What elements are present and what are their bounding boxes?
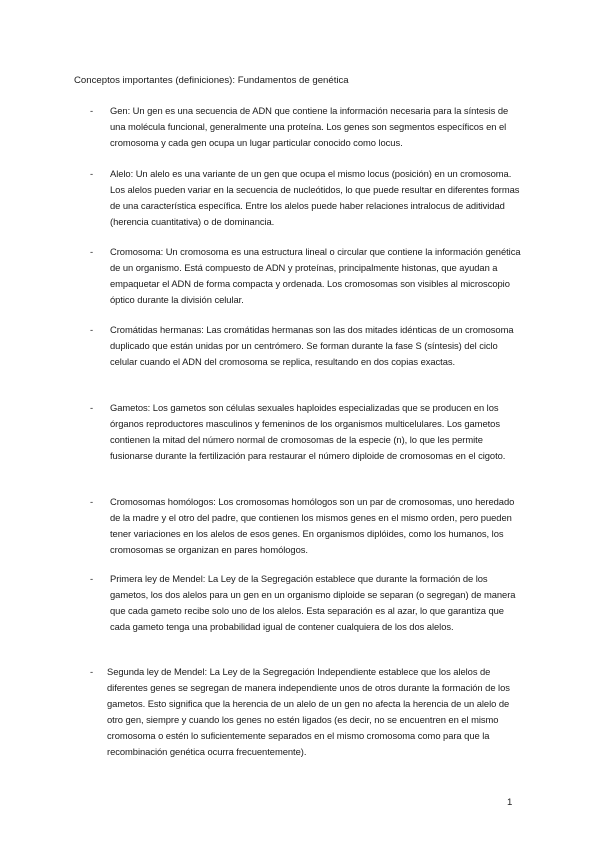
list-item-text: Gametos: Los gametos son células sexuales haploides especializadas que se producen en los órganos reproductores masculinos y femeninos de los organismos multicelulares. Los gametos contienen la mitad del número normal de cromosomas de la especie (n), lo que les permite fusionarse durante la fertilización para restaurar el número diploide de cromosomas en el cigoto. [110,402,506,461]
bullet-marker: - [90,324,94,335]
list-item-text: Cromosoma: Un cromosoma es una estructura lineal o circular que contiene la información genética de un organismo. Está compuesto de ADN y proteínas, principalmente histonas, que ayudan a empaquetar el ADN de forma compacta y ordenada. Los cromosomas son visibles al microscopio óptico durante la división celular. [110,246,521,305]
list-item [90,244,522,308]
list-item-text: Segunda ley de Mendel: La Ley de la Segregación Independiente establece que los alelos de diferentes genes se segregan de manera independiente unos de otros durante la formación de los gametos. Esto significa que la herencia de un alelo de un gen no afecta la herencia de un alelo de otro gen, siempre y cuando los genes no estén ligados (es decir, no se encuentren en el mismo cromosoma o estén lo suficientemente separados en el mismo cromosoma como para que la recombinación genética ocurra frecuentemente). [107,666,510,757]
list-item [90,571,522,635]
list-item [90,664,522,759]
list-item [90,494,522,558]
list-item [90,400,522,464]
list-item-text: Alelo: Un alelo es una variante de un gen que ocupa el mismo locus (posición) en un cromosoma. Los alelos pueden variar en la secuencia de nucleótidos, lo que puede resultar en diferentes formas de una característica específica. Entre los alelos puede haber relaciones intralocus de aditividad (herencia cuantitativa) o de dominancia. [110,168,520,227]
page-number: 1 [507,797,513,808]
list-item [90,166,522,230]
bullet-marker: - [90,105,94,116]
bullet-marker: - [90,496,94,507]
list-item [90,322,522,370]
bullet-marker: - [90,666,94,677]
page-title: Conceptos importantes (definiciones): Fundamentos de genética [74,75,349,86]
bullet-marker: - [90,402,94,413]
list-item-text: Cromosomas homólogos: Los cromosomas homólogos son un par de cromosomas, uno heredado de la madre y el otro del padre, que contienen los mismos genes en el mismo orden, pero pueden tener variaciones en los alelos de esos genes. En organismos diplóides, como los humanos, los cromosomas se organizan en pares homólogos. [110,496,515,555]
list-item-text: Cromátidas hermanas: Las cromátidas hermanas son las dos mitades idénticas de un cromosoma duplicado que están unidas por un centrómero. Se forman durante la fase S (síntesis) del ciclo celular cuando el ADN del cromosoma se replica, resultando en dos copias exactas. [110,324,514,367]
list-item-text: Gen: Un gen es una secuencia de ADN que contiene la información necesaria para la síntesis de una molécula funcional, generalmente una proteína. Los genes son segmentos específicos en el cromosoma y cada gen ocupa un lugar particular conocido como locus. [110,105,509,148]
list-item-text: Primera ley de Mendel: La Ley de la Segregación establece que durante la formación de los gametos, los dos alelos para un gen en un organismo diploide se separan (o segregan) de manera que cada gameto recibe solo uno de los alelos. Esta separación es al azar, lo que garantiza que cada gameto tenga una probabilidad igual de contener cualquiera de los dos alelos. [110,573,516,632]
list-item [90,103,522,151]
bullet-marker: - [90,168,94,179]
bullet-marker: - [90,246,94,257]
bullet-marker: - [90,573,94,584]
